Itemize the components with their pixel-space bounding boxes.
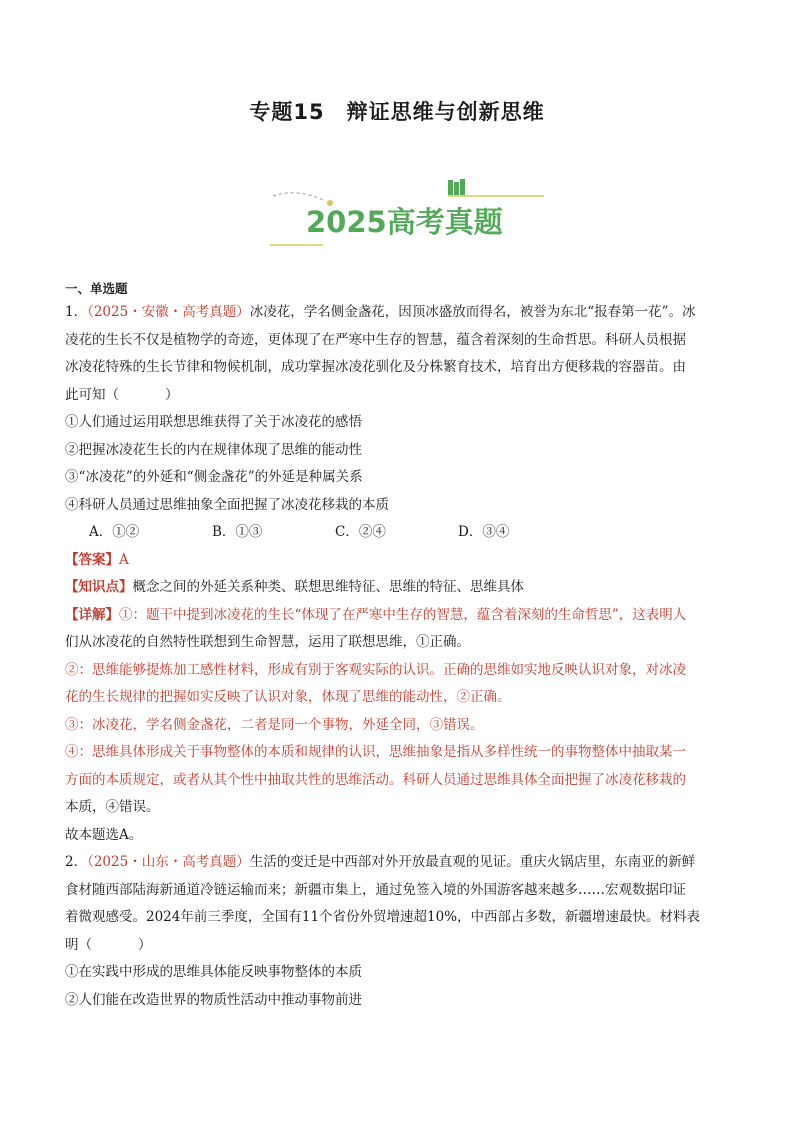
question-2-stem-line-1 — [65, 849, 729, 877]
stem-text: 生活的变迁是中西部对外开放最直观的见证。重庆火锅店里，东南亚的新鲜 — [249, 854, 696, 870]
page-title: 专题15 辩证思维与创新思维 — [249, 100, 545, 124]
knowledge-line — [65, 574, 729, 602]
question-2-stem-line-3: 着微观感受。2024年前三季度，全国有11个省份外贸增速超10%，中西部占多数，新疆增速最快。材料表 — [65, 909, 701, 925]
banner-title: 2025高考真题 — [306, 205, 503, 239]
question-1-option-1: ①人们通过运用联想思维获得了关于冰凌花的感悟 — [65, 414, 362, 430]
question-1-stem-line-3: 冰凌花特殊的生长节律和物候机制，成功掌握冰凌花驯化及分株繁育技术，培育出方便移栽的容器苗。由 — [65, 359, 686, 375]
detail-tag: 【详解】 — [65, 606, 119, 623]
question-1-option-2: ②把握冰凌花生长的内在规律体现了思维的能动性 — [65, 441, 362, 458]
question-1-option-4: ④科研人员通过思维抽象全面把握了冰凌花移栽的本质 — [65, 496, 389, 513]
stem-text: ） — [165, 386, 179, 403]
detail-line-2: 们从冰凌花的自然特性联想到生命智慧，运用了联想思维，①正确。 — [65, 634, 470, 650]
detail-line-5: ③：冰凌花，学名侧金盏花，二者是同一个事物，外延全同，③错误。 — [65, 716, 484, 733]
section-heading: 一、单选题 — [65, 281, 128, 296]
stem-text: ） — [138, 936, 152, 953]
choice-b: B．①③ — [212, 524, 263, 540]
stem-text: 明（ — [65, 936, 92, 953]
question-2-option-2: ②人们能在改造世界的物质性活动中推动事物前进 — [65, 991, 362, 1008]
stem-text: 冰凌花，学名侧金盏花，因顶冰盛放而得名，被誉为东北“报春第一花”。冰 — [249, 304, 696, 320]
detail-line-6: ④：思维具体形成关于事物整体的本质和规律的认识，思维抽象是指从多样性统一的事物整体中抽取某一 — [65, 744, 686, 760]
choice-c: C．②④ — [335, 524, 386, 540]
question-source: （2025・安徽・高考真题） — [87, 304, 250, 320]
question-number: 2． — [65, 854, 88, 870]
section-banner — [268, 170, 558, 250]
question-2-stem-line-4 — [65, 932, 729, 960]
answer-value: A — [119, 551, 129, 568]
banner-dashed-curve — [273, 193, 323, 200]
answer-line — [65, 547, 729, 575]
stem-text: 此可知（ — [65, 386, 119, 403]
question-1-stem-line-2: 凌花的生长不仅是植物学的奇迹，更体现了在严寒中生存的智慧，蕴含着深刻的生命哲思。科研人员根据 — [65, 331, 686, 348]
question-1-stem-line-1 — [65, 299, 729, 327]
conclusion-line: 故本题选A。 — [65, 826, 143, 843]
books-icon — [448, 179, 465, 195]
question-number: 1． — [65, 304, 88, 320]
detail-text: ①：题干中提到冰凌花的生长“体现了在严寒中生存的智慧，蕴含着深刻的生命哲思”，这表明人 — [119, 606, 687, 623]
detail-line-4: 花的生长规律的把握如实反映了认识对象，体现了思维的能动性，②正确。 — [65, 689, 511, 705]
detail-line-1 — [65, 602, 729, 630]
question-2-stem-line-2: 食材随西部陆海新通道冷链运输而来；新疆市集上，通过免签入境的外国游客越来越多……宏观数据印证 — [65, 881, 686, 898]
question-1-choices — [65, 519, 729, 547]
question-source: （2025・山东・高考真题） — [87, 854, 250, 870]
answer-tag: 【答案】 — [65, 551, 119, 568]
question-1-option-3: ③“冰凌花”的外延和“侧金盏花”的外延是种属关系 — [65, 469, 363, 485]
question-1-stem-line-4 — [65, 382, 729, 410]
knowledge-text: 概念之间的外延关系种类、联想思维特征、思维的特征、思维具体 — [132, 579, 524, 595]
choice-d: D．③④ — [458, 524, 510, 540]
document-body — [65, 279, 729, 1014]
detail-line-3: ②：思维能够提炼加工感性材料，形成有别于客观实际的认识。正确的思维如实地反映认识对象，对冰凌 — [65, 661, 686, 678]
detail-line-8: 本质，④错误。 — [65, 799, 160, 815]
question-2-option-1: ①在实践中形成的思维具体能反映事物整体的本质 — [65, 964, 362, 980]
choice-a: A．①② — [89, 524, 140, 540]
detail-line-7: 方面的本质规定，或者从其个性中抽取共性的思维活动。科研人员通过思维具体全面把握了冰凌花移栽的 — [65, 771, 686, 788]
knowledge-tag: 【知识点】 — [65, 579, 133, 595]
